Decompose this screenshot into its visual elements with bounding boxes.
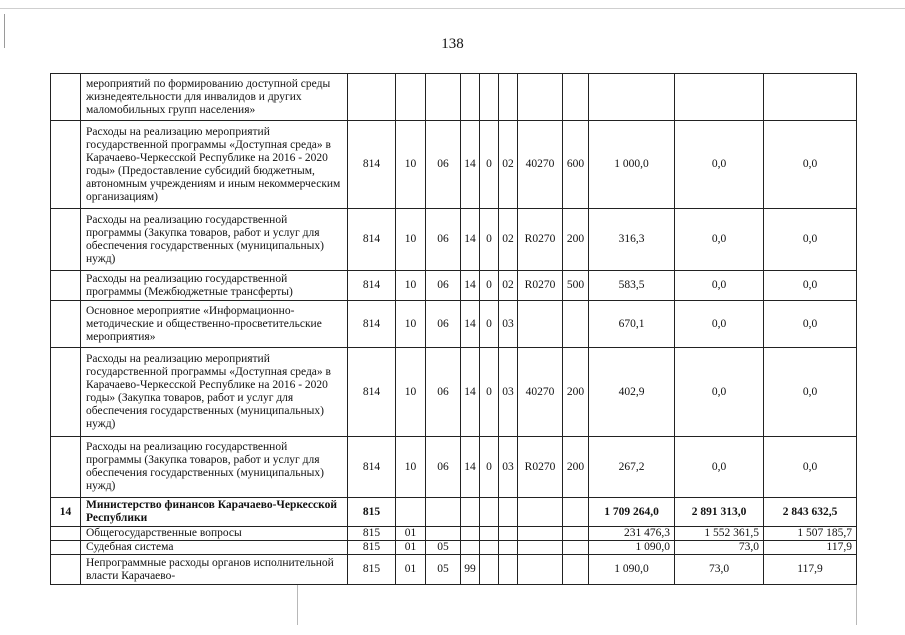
- table-row: [51, 348, 857, 437]
- grbs-code: 815: [348, 555, 396, 585]
- amount-year-2: 1 552 361,5: [675, 527, 764, 541]
- grbs-code: 814: [348, 121, 396, 209]
- table-row: [51, 527, 857, 541]
- target-code-direction: [518, 301, 563, 348]
- table-row: [51, 74, 857, 121]
- expense-type-code: 200: [563, 348, 589, 437]
- amount-year-1: 1 090,0: [589, 555, 675, 585]
- amount-year-3: 0,0: [764, 209, 857, 271]
- table-row: [51, 498, 857, 527]
- amount-year-3: 117,9: [764, 555, 857, 585]
- subsection-code: [426, 74, 461, 121]
- table-row: [51, 541, 857, 555]
- expense-type-code: [563, 498, 589, 527]
- target-code-direction: 40270: [518, 121, 563, 209]
- row-number: [51, 209, 81, 271]
- amount-year-3: 0,0: [764, 271, 857, 301]
- target-code-event: [499, 74, 518, 121]
- row-number: [51, 74, 81, 121]
- target-code-event: 03: [499, 348, 518, 437]
- table-row: [51, 555, 857, 585]
- target-code-subprogram: [480, 527, 499, 541]
- target-code-program: 99: [461, 555, 480, 585]
- target-code-direction: R0270: [518, 209, 563, 271]
- row-number: 14: [51, 498, 81, 527]
- target-code-program: [461, 74, 480, 121]
- subsection-code: 05: [426, 555, 461, 585]
- amount-year-2: 0,0: [675, 437, 764, 498]
- amount-year-3: [764, 74, 857, 121]
- target-code-direction: [518, 541, 563, 555]
- target-code-direction: R0270: [518, 437, 563, 498]
- target-code-subprogram: 0: [480, 121, 499, 209]
- section-code: [396, 498, 426, 527]
- target-code-program: 14: [461, 301, 480, 348]
- target-code-subprogram: [480, 541, 499, 555]
- grbs-code: 815: [348, 541, 396, 555]
- target-code-direction: [518, 74, 563, 121]
- amount-year-3: 117,9: [764, 541, 857, 555]
- expense-name: Расходы на реализацию государственной программы (Закупка товаров, работ и услуг для обеспечения государственных (муниципальных) нужд): [81, 437, 348, 498]
- target-code-event: [499, 541, 518, 555]
- target-code-direction: 40270: [518, 348, 563, 437]
- expense-name: Основное мероприятие «Информационно-методические и общественно-просветительские мероприятия»: [81, 301, 348, 348]
- target-code-direction: [518, 527, 563, 541]
- subsection-code: 05: [426, 541, 461, 555]
- section-code: 01: [396, 555, 426, 585]
- amount-year-2: 73,0: [675, 555, 764, 585]
- target-code-subprogram: [480, 74, 499, 121]
- target-code-subprogram: 0: [480, 437, 499, 498]
- expense-type-code: 500: [563, 271, 589, 301]
- subsection-code: 06: [426, 121, 461, 209]
- amount-year-1: 670,1: [589, 301, 675, 348]
- grbs-code: 815: [348, 498, 396, 527]
- amount-year-3: 1 507 185,7: [764, 527, 857, 541]
- target-code-program: 14: [461, 437, 480, 498]
- amount-year-2: 0,0: [675, 301, 764, 348]
- subsection-code: 06: [426, 437, 461, 498]
- amount-year-2: [675, 74, 764, 121]
- row-number: [51, 437, 81, 498]
- expense-type-code: 200: [563, 209, 589, 271]
- row-number: [51, 301, 81, 348]
- amount-year-1: [589, 74, 675, 121]
- target-code-program: 14: [461, 271, 480, 301]
- amount-year-1: 1 090,0: [589, 541, 675, 555]
- page-number: 138: [441, 36, 464, 52]
- table-row: [51, 301, 857, 348]
- target-code-subprogram: 0: [480, 209, 499, 271]
- expense-type-code: [563, 555, 589, 585]
- subsection-code: 06: [426, 348, 461, 437]
- row-number: [51, 541, 81, 555]
- top-edge-rule: [0, 8, 905, 9]
- target-code-program: 14: [461, 348, 480, 437]
- expense-type-code: 200: [563, 437, 589, 498]
- grbs-code: 814: [348, 209, 396, 271]
- budget-table: [50, 73, 857, 585]
- target-code-program: [461, 541, 480, 555]
- section-code: 10: [396, 301, 426, 348]
- amount-year-2: 0,0: [675, 121, 764, 209]
- amount-year-2: 2 891 313,0: [675, 498, 764, 527]
- table-continuation-line: [297, 585, 298, 625]
- table-row: [51, 271, 857, 301]
- section-code: 01: [396, 541, 426, 555]
- expense-type-code: 600: [563, 121, 589, 209]
- subsection-code: [426, 527, 461, 541]
- expense-name: Расходы на реализацию мероприятий государственной программы «Доступная среда» в Карачаево-Черкесской Республике на 2016 - 2020 годы» (Закупка товаров, работ и услуг для обеспечения государственных (муниципальных) нужд): [81, 348, 348, 437]
- target-code-event: 02: [499, 209, 518, 271]
- target-code-event: [499, 555, 518, 585]
- table-continuation-line: [856, 585, 857, 625]
- target-code-event: 03: [499, 437, 518, 498]
- section-code: 10: [396, 437, 426, 498]
- grbs-code: 814: [348, 301, 396, 348]
- target-code-event: 02: [499, 121, 518, 209]
- section-code: 10: [396, 121, 426, 209]
- grbs-code: 814: [348, 271, 396, 301]
- amount-year-2: 0,0: [675, 348, 764, 437]
- grbs-code: 815: [348, 527, 396, 541]
- grbs-code: [348, 74, 396, 121]
- amount-year-1: 583,5: [589, 271, 675, 301]
- target-code-direction: [518, 498, 563, 527]
- expense-name: Судебная система: [81, 541, 348, 555]
- expense-type-code: [563, 541, 589, 555]
- target-code-subprogram: 0: [480, 301, 499, 348]
- expense-type-code: [563, 74, 589, 121]
- expense-name: Расходы на реализацию государственной программы (Межбюджетные трансферты): [81, 271, 348, 301]
- table-row: [51, 121, 857, 209]
- amount-year-2: 73,0: [675, 541, 764, 555]
- amount-year-3: 0,0: [764, 437, 857, 498]
- expense-name: Расходы на реализацию мероприятий государственной программы «Доступная среда» в Карачаево-Черкесской Республике на 2016 - 2020 годы» (Предоставление субсидий бюджетным, автономным учреждениям и иным некоммерческим организациям): [81, 121, 348, 209]
- amount-year-3: 0,0: [764, 348, 857, 437]
- subsection-code: 06: [426, 301, 461, 348]
- row-number: [51, 555, 81, 585]
- row-number: [51, 271, 81, 301]
- amount-year-1: 316,3: [589, 209, 675, 271]
- target-code-event: 03: [499, 301, 518, 348]
- expense-type-code: [563, 301, 589, 348]
- subsection-code: 06: [426, 271, 461, 301]
- amount-year-3: 0,0: [764, 121, 857, 209]
- grbs-code: 814: [348, 348, 396, 437]
- section-code: [396, 74, 426, 121]
- target-code-subprogram: 0: [480, 271, 499, 301]
- subsection-code: [426, 498, 461, 527]
- target-code-program: [461, 498, 480, 527]
- row-number: [51, 121, 81, 209]
- amount-year-1: 267,2: [589, 437, 675, 498]
- section-code: 10: [396, 209, 426, 271]
- target-code-program: 14: [461, 121, 480, 209]
- target-code-program: 14: [461, 209, 480, 271]
- row-number: [51, 527, 81, 541]
- target-code-direction: R0270: [518, 271, 563, 301]
- amount-year-1: 231 476,3: [589, 527, 675, 541]
- amount-year-2: 0,0: [675, 271, 764, 301]
- target-code-program: [461, 527, 480, 541]
- section-code: 10: [396, 348, 426, 437]
- section-code: 10: [396, 271, 426, 301]
- amount-year-3: 2 843 632,5: [764, 498, 857, 527]
- expense-name: мероприятий по формированию доступной среды жизнедеятельности для инвалидов и других маломобильных групп населения»: [81, 74, 348, 121]
- amount-year-1: 402,9: [589, 348, 675, 437]
- row-number: [51, 348, 81, 437]
- amount-year-1: 1 709 264,0: [589, 498, 675, 527]
- target-code-event: 02: [499, 271, 518, 301]
- target-code-subprogram: [480, 498, 499, 527]
- amount-year-1: 1 000,0: [589, 121, 675, 209]
- target-code-event: [499, 527, 518, 541]
- expense-type-code: [563, 527, 589, 541]
- target-code-subprogram: [480, 555, 499, 585]
- grbs-code: 814: [348, 437, 396, 498]
- target-code-subprogram: 0: [480, 348, 499, 437]
- expense-name: Общегосударственные вопросы: [81, 527, 348, 541]
- expense-name: Непрограммные расходы органов исполнительной власти Карачаево-: [81, 555, 348, 585]
- subsection-code: 06: [426, 209, 461, 271]
- target-code-event: [499, 498, 518, 527]
- expense-name: Расходы на реализацию государственной программы (Закупка товаров, работ и услуг для обеспечения государственных (муниципальных) нужд): [81, 209, 348, 271]
- table-row: [51, 209, 857, 271]
- amount-year-2: 0,0: [675, 209, 764, 271]
- amount-year-3: 0,0: [764, 301, 857, 348]
- target-code-direction: [518, 555, 563, 585]
- section-code: 01: [396, 527, 426, 541]
- table-row: [51, 437, 857, 498]
- expense-name: Министерство финансов Карачаево-Черкесской Республики: [81, 498, 348, 527]
